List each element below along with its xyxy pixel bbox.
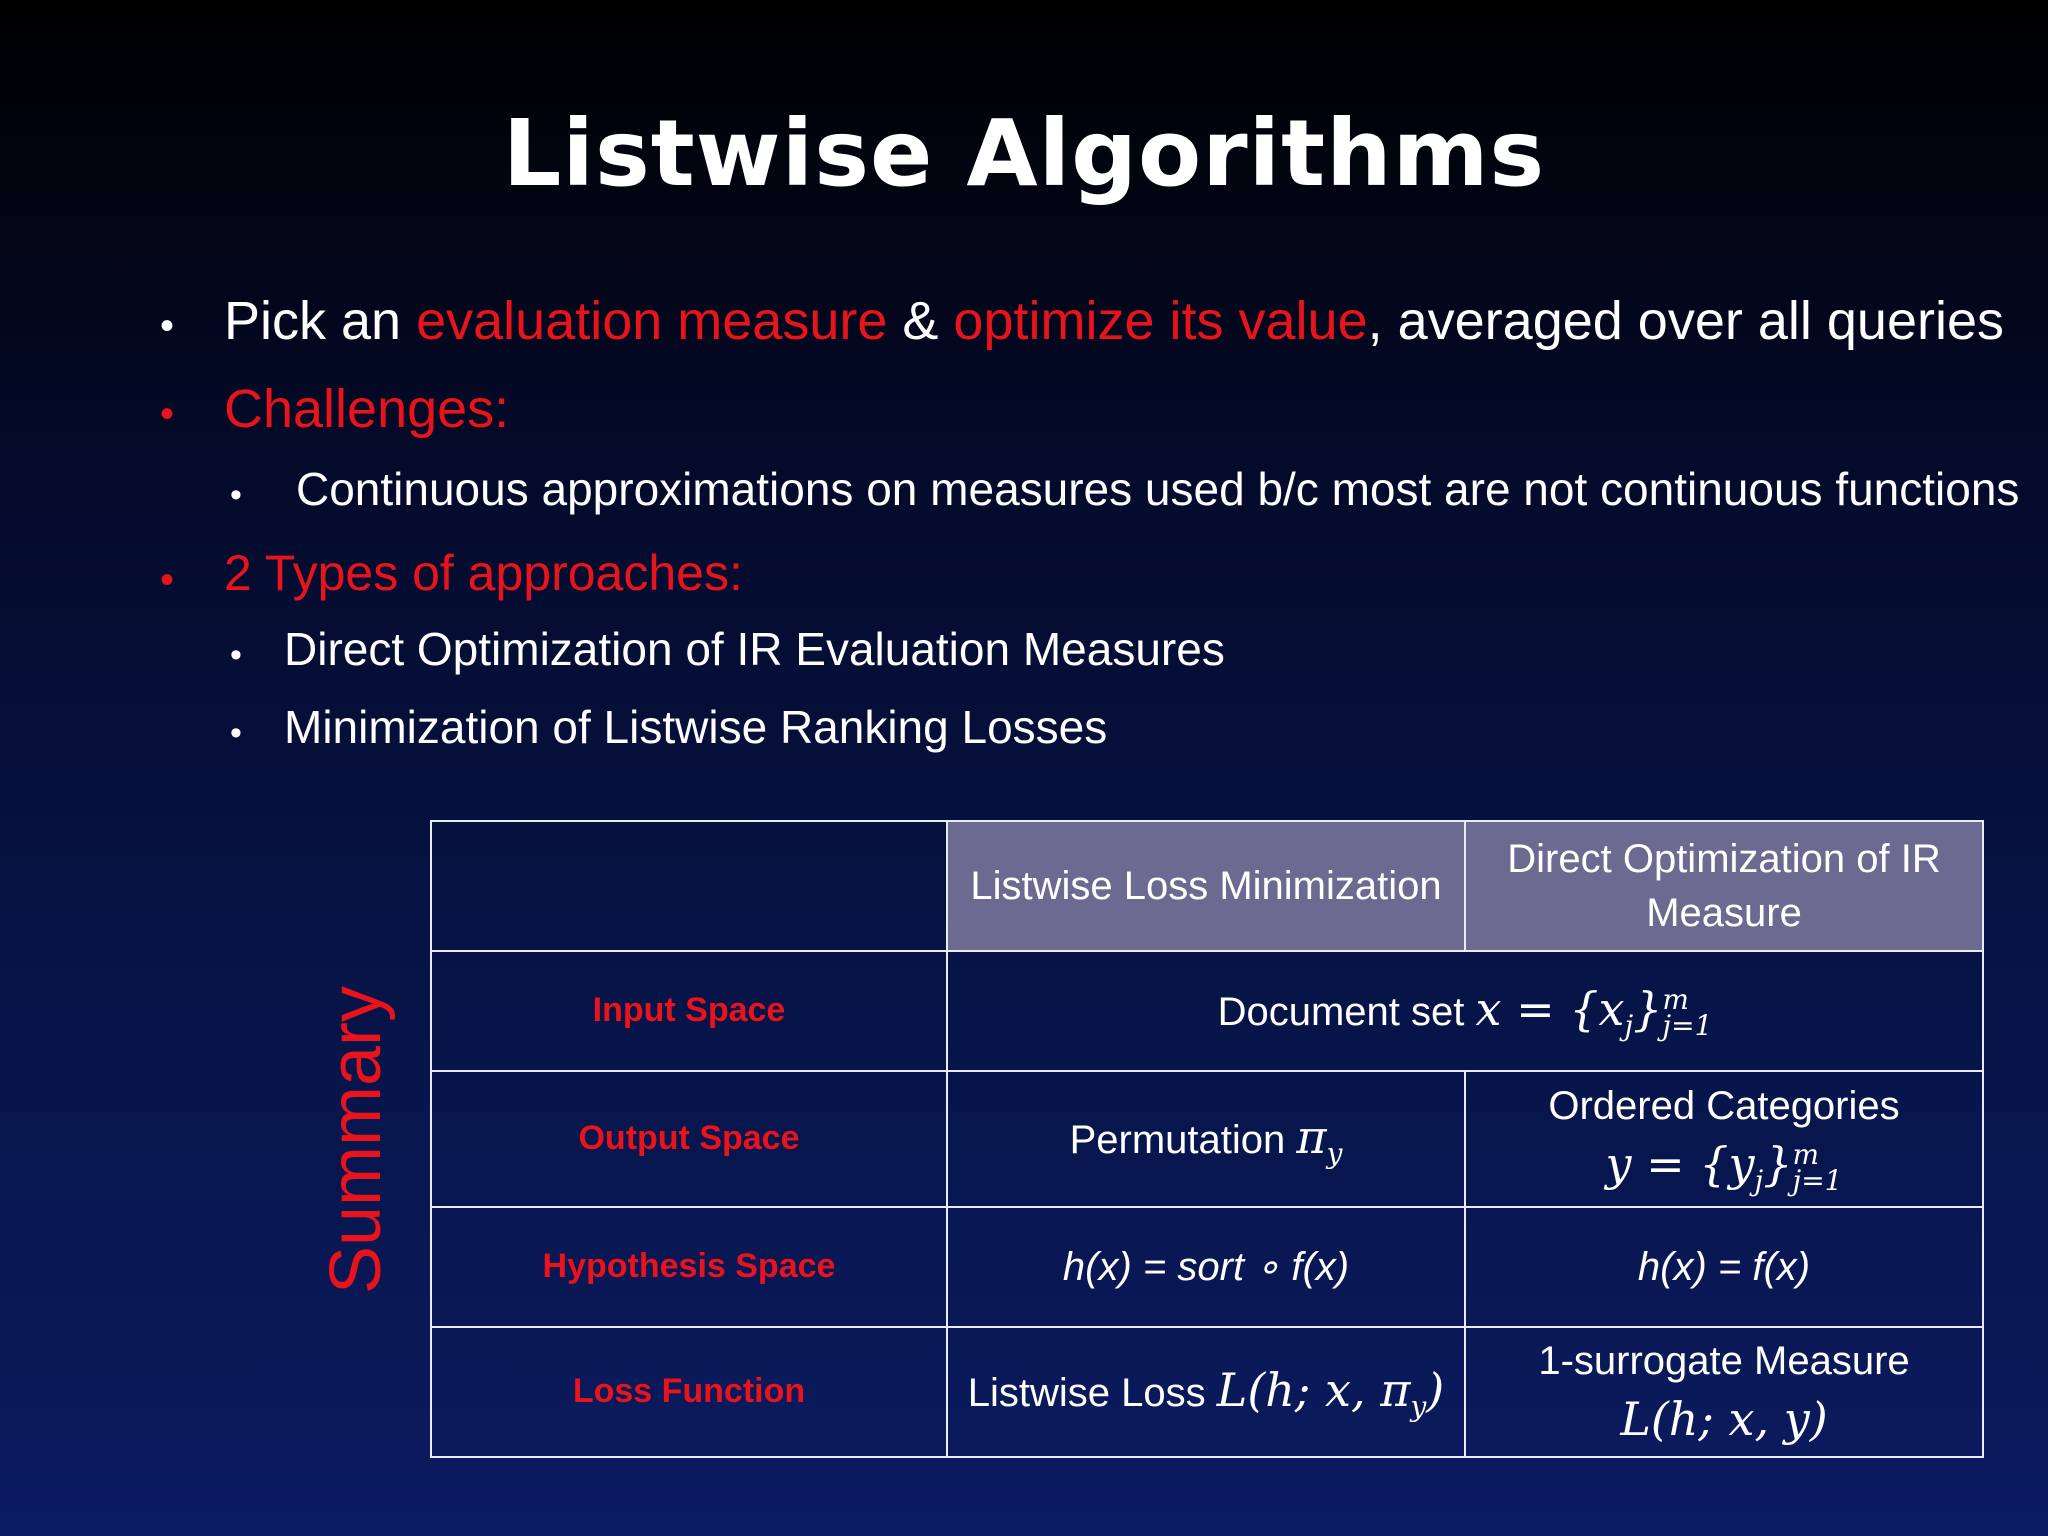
cell-text: Listwise Loss: [967, 1370, 1217, 1415]
cell-text: 1-surrogate Measure: [1538, 1338, 1910, 1383]
table-corner-cell: [431, 821, 947, 951]
table-row-hypothesis-space: [431, 1207, 1983, 1327]
math-permutation: $\pi_y$: [1296, 1109, 1343, 1170]
table-row-loss-function: [431, 1327, 1983, 1457]
summary-text: Summary: [316, 985, 396, 1295]
cell-permutation: [947, 1071, 1465, 1207]
table-header-row: [431, 821, 1983, 951]
bullet-dot: •: [160, 304, 175, 348]
bullet-pick-measure: [224, 290, 2004, 352]
math-listwise-loss: L(h; x, $\pi_y$): [1216, 1362, 1445, 1423]
slide-title: Listwise Algorithms: [502, 100, 1546, 207]
header-line: Direct Optimization of IR: [1507, 837, 1941, 881]
math-surrogate-loss: L(h; x, y): [1620, 1391, 1828, 1446]
row-label-hypothesis-space: Hypothesis Space: [431, 1207, 947, 1327]
row-label-loss-function: Loss Function: [431, 1327, 947, 1457]
math-document-set: $x = \{x_j\}$ m j=1: [1475, 981, 1713, 1042]
table-row-input-space: [431, 951, 1983, 1071]
cell-listwise-loss: [947, 1327, 1465, 1457]
cell-ordered-categories: [1465, 1071, 1983, 1207]
bullet-challenges: Challenges:: [224, 379, 510, 439]
sub-bullet-dot: •: [230, 636, 242, 674]
sub-bullet-dot: •: [230, 476, 242, 514]
bullet-approach-types: 2 Types of approaches:: [224, 545, 743, 601]
bullet-dot: •: [160, 558, 175, 602]
header-listwise-loss-minimization: Listwise Loss Minimization: [947, 821, 1465, 951]
cell-hypothesis-f: h(x) = f(x): [1465, 1207, 1983, 1327]
highlight-evaluation-measure: evaluation measure: [416, 291, 888, 351]
cell-surrogate-measure: [1465, 1327, 1983, 1457]
sub-bullet-direct-optimization: Direct Optimization of IR Evaluation Measures: [284, 623, 1225, 675]
sub-bullet-dot: •: [230, 714, 242, 752]
header-line: Measure: [1646, 891, 1802, 935]
row-label-output-space: Output Space: [431, 1071, 947, 1207]
row-label-input-space: Input Space: [431, 951, 947, 1071]
math-ordered-categories: $y = \{y_j\}$ m j=1: [1605, 1136, 1843, 1197]
cell-text: Document set: [1217, 989, 1476, 1034]
highlight-optimize-value: optimize its value: [953, 291, 1368, 351]
table-row-output-space: [431, 1071, 1983, 1207]
summary-table: [430, 820, 1984, 1458]
cell-document-set: [947, 951, 1983, 1071]
sub-bullet-listwise-losses: Minimization of Listwise Ranking Losses: [284, 701, 1108, 753]
bullet-text: &: [887, 291, 954, 351]
sub-bullet-continuous-approx: Continuous approximations on measures used b/c most are not continuous functions: [296, 463, 2020, 515]
bullet-text: , averaged over all queries: [1367, 291, 2004, 351]
summary-side-label: [296, 985, 416, 1295]
header-direct-optimization: [1465, 821, 1983, 951]
cell-hypothesis-sort: h(x) = sort ∘ f(x): [947, 1207, 1465, 1327]
cell-text: Permutation: [1069, 1117, 1297, 1162]
cell-text: Ordered Categories: [1548, 1083, 1900, 1128]
bullet-dot: •: [160, 392, 175, 436]
bullet-text: Pick an: [224, 291, 417, 351]
